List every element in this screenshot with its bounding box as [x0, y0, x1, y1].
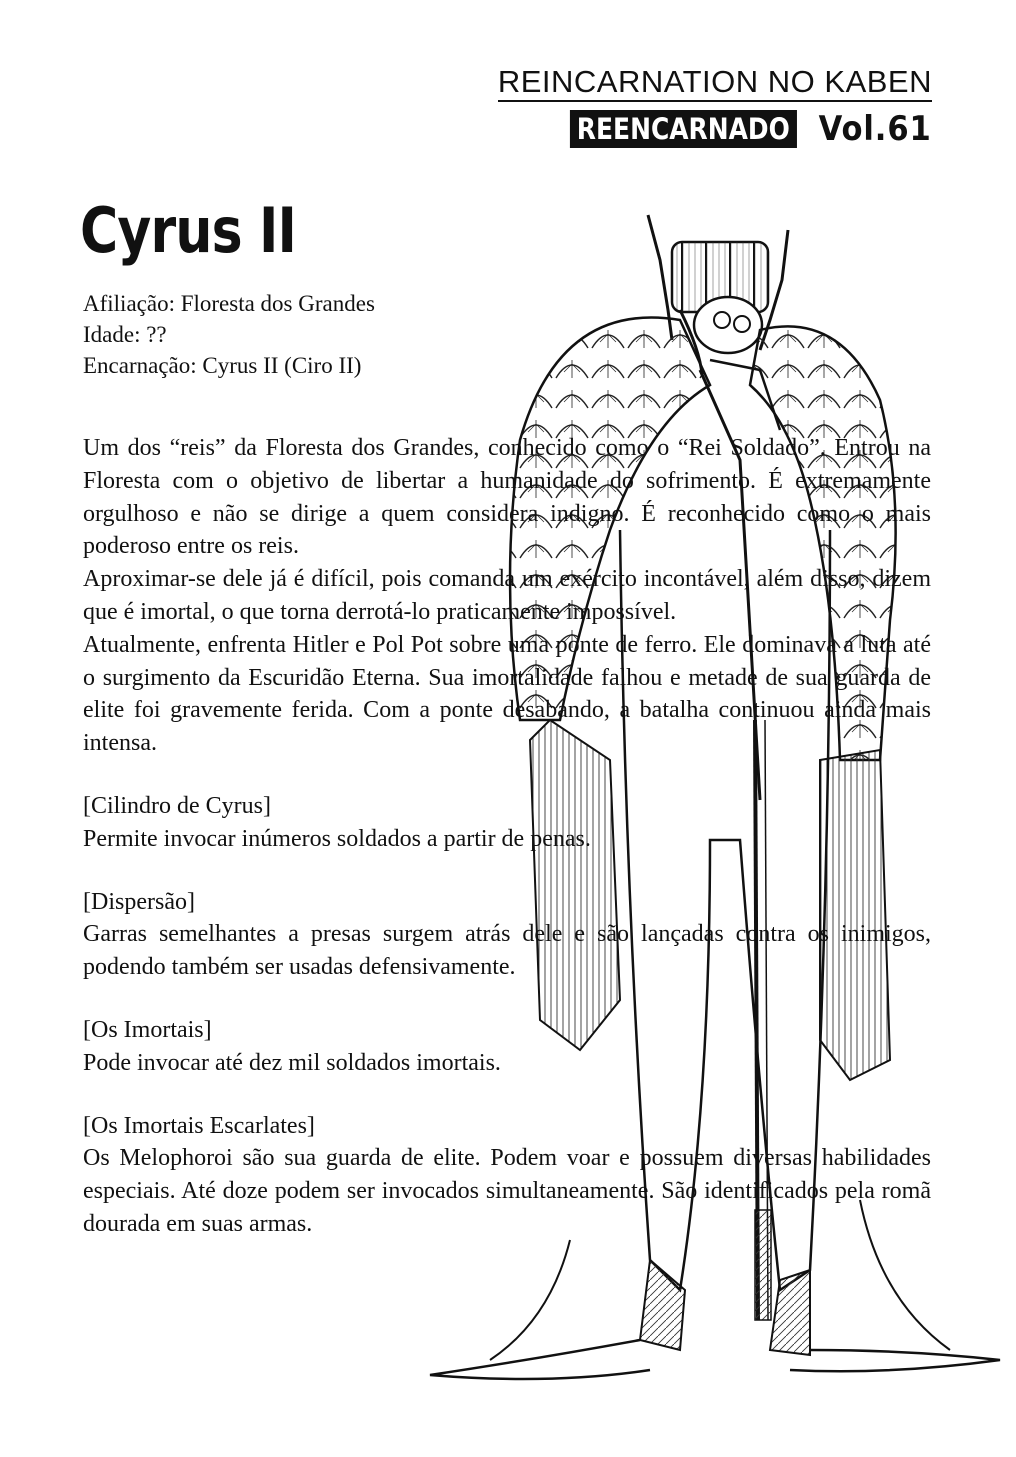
ability-cylinder	[83, 790, 931, 856]
volume-badge: REENCARNADO	[569, 110, 796, 148]
ability-text: Garras semelhantes a presas surgem atrás dele e são lançadas contra os inimigos, podendo também ser usadas defensivamente.	[83, 921, 931, 981]
page-header	[498, 64, 932, 148]
age-line: Idade: ??	[83, 322, 167, 347]
description-paragraph: Atualmente, enfrenta Hitler e Pol Pot sobre uma ponte de ferro. Ele dominava a luta até o surgimento da Escuridão Eterna. Sua imortalidade falhou e metade de sua guarda de elite foi gravemente ferida. Com a ponte desabando, a batalha continuou ainda mais intensa.	[83, 631, 931, 757]
ability-name: [Os Imortais Escarlates]	[83, 1112, 315, 1139]
affiliation-line: Afiliação: Floresta dos Grandes	[83, 291, 375, 316]
character-info	[83, 288, 375, 381]
volume-line	[498, 110, 932, 148]
character-name: Cyrus II	[80, 194, 297, 267]
series-title: REINCARNATION NO KABEN	[498, 64, 932, 102]
description-paragraph: Um dos “reis” da Floresta dos Grandes, conhecido como o “Rei Soldado”. Entrou na Floresta com o objetivo de libertar a humanidade do sofrimento. É extremamente orgulhoso e não se dirige a quem considera indigno. É reconhecido como o mais poderoso entre os reis.	[83, 435, 931, 560]
character-description	[83, 432, 931, 1241]
ability-name: [Os Imortais]	[83, 1016, 212, 1043]
description-paragraph: Aproximar-se dele já é difícil, pois comanda um exército incontável, além disso, dizem que é imortal, o que torna derrotá-lo praticamente impossível.	[83, 566, 931, 625]
ability-dispersion	[83, 886, 931, 984]
ability-name: [Dispersão]	[83, 888, 195, 915]
ability-immortals	[83, 1014, 931, 1080]
ability-text: Permite invocar inúmeros soldados a partir de penas.	[83, 825, 591, 852]
ability-name: [Cilindro de Cyrus]	[83, 792, 271, 819]
incarnation-line: Encarnação: Cyrus II (Ciro II)	[83, 353, 362, 378]
volume-number: Vol.61	[818, 109, 932, 149]
ability-text: Os Melophoroi são sua guarda de elite. Podem voar e possuem diversas habilidades especiais. Até doze podem ser invocados simultaneamente. São identificados pela romã dourada em suas armas.	[83, 1145, 931, 1237]
ability-scarlet-immortals	[83, 1110, 931, 1241]
ability-text: Pode invocar até dez mil soldados imortais.	[83, 1049, 501, 1076]
